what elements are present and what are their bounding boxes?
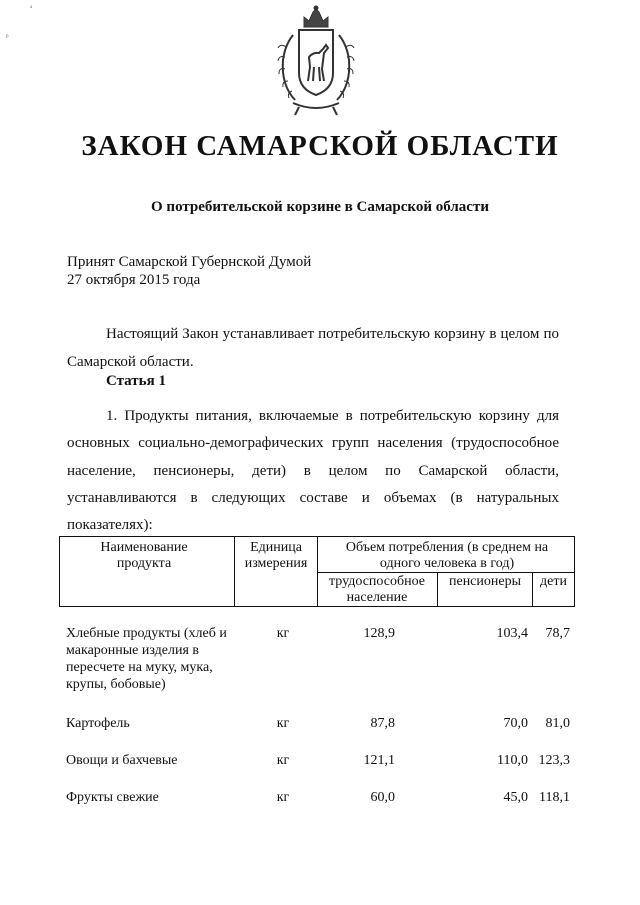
law-title: ЗАКОН САМАРСКОЙ ОБЛАСТИ <box>81 130 559 162</box>
paragraph-line: 1. Продукты питания, включаемые в потребительскую корзину для <box>106 408 559 424</box>
article-heading: Статья 1 <box>106 373 166 389</box>
product-name: Фрукты свежие <box>66 790 159 805</box>
product-name: Картофель <box>66 716 130 731</box>
value-children: 118,1 <box>539 790 570 805</box>
product-name: Хлебные продукты (хлеб и макаронные изделия в пересчете на муку, мука, крупы, бобовые) <box>66 626 227 692</box>
column-header-volume: Объем потребления (в среднем на одного человека в год) <box>345 540 549 571</box>
column-header-pensioners: пенсионеры <box>448 574 522 589</box>
adoption-info <box>67 253 311 289</box>
column-header-working: трудоспособное население <box>329 574 425 605</box>
product-name: Овощи и бахчевые <box>66 753 178 768</box>
value-children: 78,7 <box>545 626 570 641</box>
intro-paragraph: Настоящий Закон устанавливает потребительскую корзину в целом по Самарской области. <box>67 326 559 370</box>
paragraph-line: население, пенсионеры, дети) в целом по Самарской области, <box>67 462 559 479</box>
value-pensioners: 110,0 <box>497 753 528 768</box>
paragraph-line: основных социально-демографических групп населения (трудоспособное <box>67 435 559 452</box>
value-working: 87,8 <box>370 716 395 731</box>
column-header-unit: Единица измерения <box>244 540 308 571</box>
scan-mark: ᵃ <box>30 3 33 12</box>
value-pensioners: 70,0 <box>503 716 528 731</box>
value-working: 121,1 <box>363 753 395 768</box>
column-header-name: Наименование продукта <box>100 540 188 571</box>
value-pensioners: 45,0 <box>503 790 528 805</box>
product-unit: кг <box>276 753 290 768</box>
column-header-children: дети <box>540 574 567 589</box>
law-subtitle: О потребительской корзине в Самарской области <box>151 199 489 215</box>
article-paragraph <box>67 403 559 539</box>
paragraph-line: показателях): <box>67 517 153 534</box>
adoption-line: Принят Самарской Губернской Думой <box>67 254 312 270</box>
product-unit: кг <box>276 790 290 805</box>
table-header <box>59 536 575 607</box>
adoption-date: 27 октября 2015 года <box>67 272 201 288</box>
value-working: 128,9 <box>363 626 395 641</box>
paragraph-line: устанавливаются в следующих составе и объемах (в натуральных <box>67 489 559 506</box>
product-unit: кг <box>276 716 290 731</box>
value-children: 81,0 <box>545 716 570 731</box>
value-pensioners: 103,4 <box>496 626 528 641</box>
coat-of-arms-icon <box>273 5 359 117</box>
value-children: 123,3 <box>538 753 570 768</box>
product-unit: кг <box>276 626 290 641</box>
value-working: 60,0 <box>370 790 395 805</box>
scan-mark: ᵖ <box>6 32 9 41</box>
